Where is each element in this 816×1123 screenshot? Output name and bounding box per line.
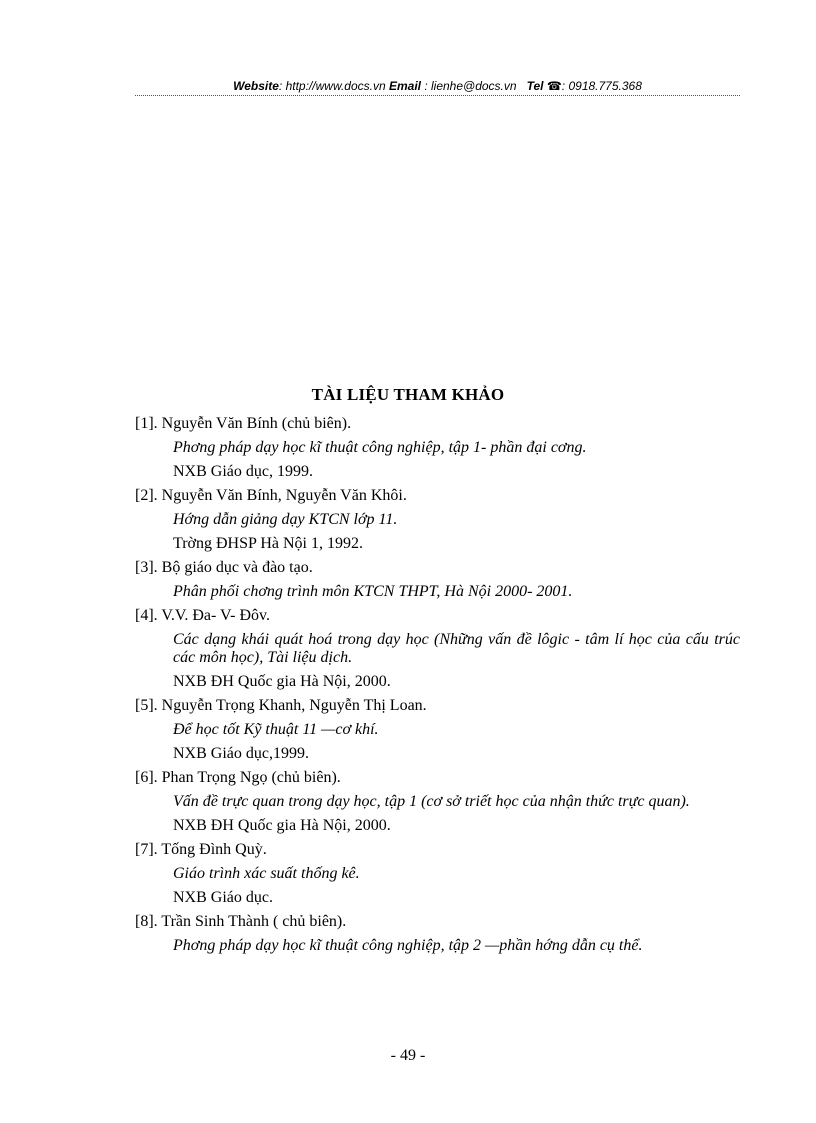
tel-label: Tel: [526, 79, 544, 93]
reference-item: [135, 694, 740, 766]
email-label: Email: [388, 79, 421, 93]
tel-value: : 0918.775.368: [561, 79, 642, 93]
reference-author: [1]. Nguyễn Văn Bính (chủ biên).: [135, 415, 352, 432]
reference-author: [8]. Trần Sinh Thành ( chủ biên).: [135, 913, 347, 930]
reference-work: Phân phối chơng trình môn KTCN THPT: [173, 583, 437, 600]
reference-work: Hớng dẫn giảng dạy KTCN lớp 11.: [173, 511, 398, 528]
reference-author: [3]. Bộ giáo dục và đào tạo.: [135, 559, 313, 576]
reference-item: [135, 604, 740, 694]
email-value: : lienhe@docs.vn: [421, 79, 517, 93]
page-title: TÀI LIỆU THAM KHẢO: [311, 385, 505, 404]
reference-work: Các dạng khái quát hoá trong dạy học (Những vấn đề lôgic - tâm lí học của cấu trúc các môn học), Tài liệu dịch.: [173, 631, 740, 666]
reference-author: [5]. Nguyễn Trọng Khanh, Nguyễn Thị Loan.: [135, 697, 427, 714]
page-number: - 49 -: [390, 1047, 426, 1064]
reference-work: Vấn đề trực quan trong dạy học, tập 1 (cơ sở triết học của nhận thức trực quan).: [173, 793, 690, 810]
reference-author: [6]. Phan Trọng Ngọ (chủ biên).: [135, 769, 341, 786]
reference-work: Để học tốt Kỹ thuật 11 —cơ khí.: [173, 721, 379, 738]
reference-work: Phơng pháp dạy học kĩ thuật công nghiệp, tập 2 —phần hớng dẫn cụ thể.: [173, 937, 643, 954]
website-value: : http://www.docs.vn: [278, 79, 386, 93]
reference-extra: , Hà Nội 2000- 2001.: [436, 583, 573, 600]
reference-item: [135, 838, 740, 910]
reference-author: [7]. Tống Đình Quỳ.: [135, 841, 267, 858]
reference-publisher: Trờng ĐHSP Hà Nội 1, 1992.: [173, 535, 363, 552]
website-label: Website: [233, 79, 279, 93]
reference-publisher: NXB ĐH Quốc gia Hà Nội, 2000.: [173, 673, 391, 690]
phone-icon: ☎: [546, 79, 562, 93]
reference-publisher: NXB Giáo dục,1999.: [173, 745, 309, 762]
reference-publisher: NXB Giáo dục.: [173, 889, 273, 906]
reference-work: Giáo trình xác suất thống kê.: [173, 865, 360, 882]
reference-publisher: NXB Giáo dục, 1999.: [173, 463, 313, 480]
reference-work-line: [135, 580, 740, 604]
reference-item: [135, 412, 740, 484]
page-header: [135, 78, 740, 96]
reference-list: [135, 412, 740, 958]
reference-author: [4]. V.V. Đa- V- Đôv.: [135, 607, 270, 624]
reference-author: [2]. Nguyễn Văn Bính, Nguyễn Văn Khôi.: [135, 487, 407, 504]
reference-work: Phơng pháp dạy học kĩ thuật công nghiệp, tập 1- phần đại cơng.: [173, 439, 587, 456]
reference-item: [135, 766, 740, 838]
reference-item: [135, 556, 740, 604]
reference-item: [135, 484, 740, 556]
reference-publisher: NXB ĐH Quốc gia Hà Nội, 2000.: [173, 817, 391, 834]
reference-item: [135, 910, 740, 958]
